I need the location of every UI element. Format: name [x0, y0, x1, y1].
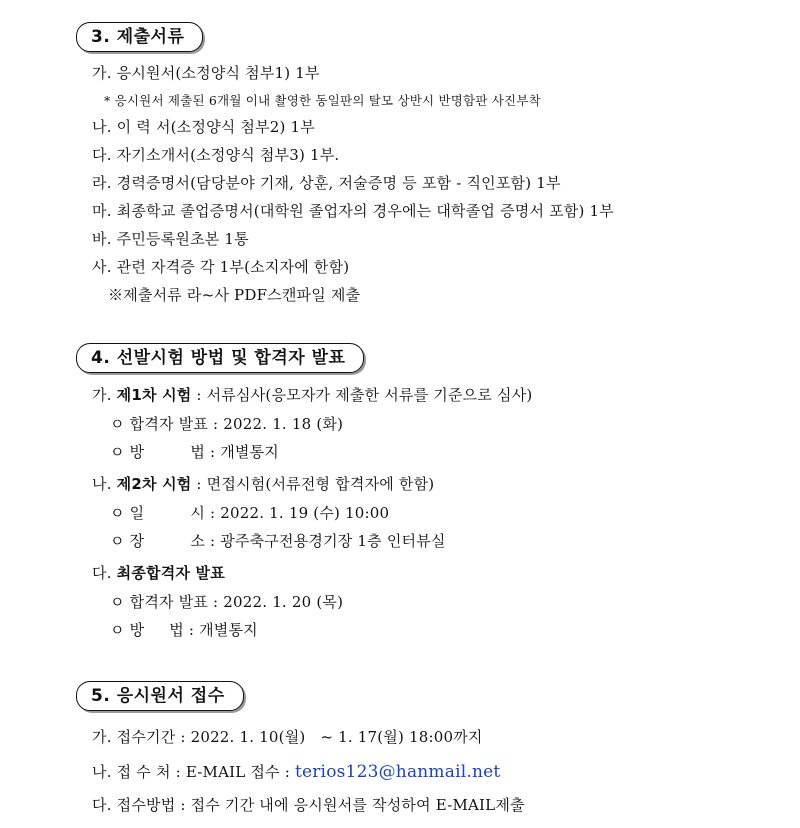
second-exam-label: 제2차 시험	[116, 475, 192, 493]
doc-item-license: 사. 관련 자격증 각 1부(소지자에 한함)	[92, 258, 350, 276]
section-4-heading: 4. 선발시험 방법 및 합격자 발표	[76, 343, 364, 373]
final-announce-label: ㅇ 합격자 발표 :	[110, 593, 224, 611]
receipt-destination	[92, 762, 500, 782]
place-label-a: ㅇ 장	[110, 532, 145, 550]
announce-label: ㅇ 합격자 발표 :	[110, 415, 224, 433]
second-exam-prefix: 나.	[92, 475, 117, 493]
doc-item-career-cert: 라. 경력증명서(담당분야 기재, 상훈, 저술증명 등 포함 - 직인포함) 1부	[92, 174, 561, 192]
place-value: 소 : 광주축구전용경기장 1층 인터뷰실	[190, 532, 446, 550]
datetime-label-a: ㅇ 일	[110, 504, 145, 522]
final-announce-line	[92, 563, 225, 583]
section-3-heading: 3. 제출서류	[76, 22, 203, 52]
second-exam-line	[92, 474, 434, 494]
receipt-period: 가. 접수기간 : 2022. 1. 10(월) ~ 1. 17(월) 18:00까지	[92, 728, 483, 746]
receipt-method: 다. 접수방법 : 접수 기간 내에 응시원서를 작성하여 E-MAIL제출	[92, 796, 525, 814]
first-exam-announce	[110, 414, 343, 434]
second-exam-datetime	[110, 503, 389, 523]
final-label: 최종합격자 발표	[116, 564, 225, 582]
first-exam-desc: : 서류심사(응모자가 제출한 서류를 기준으로 심사)	[191, 386, 533, 404]
second-exam-desc: : 면접시험(서류전형 합격자에 한함)	[191, 475, 435, 493]
receipt-destination-label: 나. 접 수 처 : E-MAIL 접수 :	[92, 763, 295, 781]
first-exam-label: 제1차 시험	[116, 386, 192, 404]
section-5-heading: 5. 응시원서 접수	[76, 681, 244, 711]
announce-date: 2022. 1. 18 (화)	[223, 415, 344, 433]
final-prefix: 다.	[92, 564, 117, 582]
doc-item-resume: 나. 이 력 서(소정양식 첨부2) 1부	[92, 118, 315, 136]
doc-item-self-intro: 다. 자기소개서(소정양식 첨부3) 1부.	[92, 146, 340, 164]
final-announce-value: 2022. 1. 20 (목)	[223, 593, 344, 611]
doc-item-resident-reg: 바. 주민등록원초본 1통	[92, 230, 249, 248]
datetime-label-b: 시 :	[190, 504, 221, 522]
doc-item-graduation-cert: 마. 최종학교 졸업증명서(대학원 졸업자의 경우에는 대학졸업 증명서 포함) 1부	[92, 202, 614, 220]
photo-note: * 응시원서 제출된 6개월 이내 촬영한 동일판의 탈모 상반시 반명함판 사진부착	[104, 93, 541, 108]
method-label-b: 법 : 개별통지	[190, 443, 279, 461]
first-exam-method	[110, 442, 279, 462]
datetime-value: 2022. 1. 19 (수) 10:00	[220, 504, 390, 522]
first-exam-line	[92, 385, 532, 405]
final-announce-date	[110, 592, 343, 612]
pdf-scan-note: ※제출서류 라~사 PDF스캔파일 제출	[108, 286, 361, 304]
email-address[interactable]: terios123@hanmail.net	[294, 762, 501, 782]
second-exam-place	[110, 531, 446, 551]
method-label-a: ㅇ 방	[110, 443, 145, 461]
final-method: ㅇ 방 법 : 개별통지	[110, 621, 258, 639]
doc-item-application: 가. 응시원서(소정양식 첨부1) 1부	[92, 64, 320, 82]
first-exam-prefix: 가.	[92, 386, 117, 404]
